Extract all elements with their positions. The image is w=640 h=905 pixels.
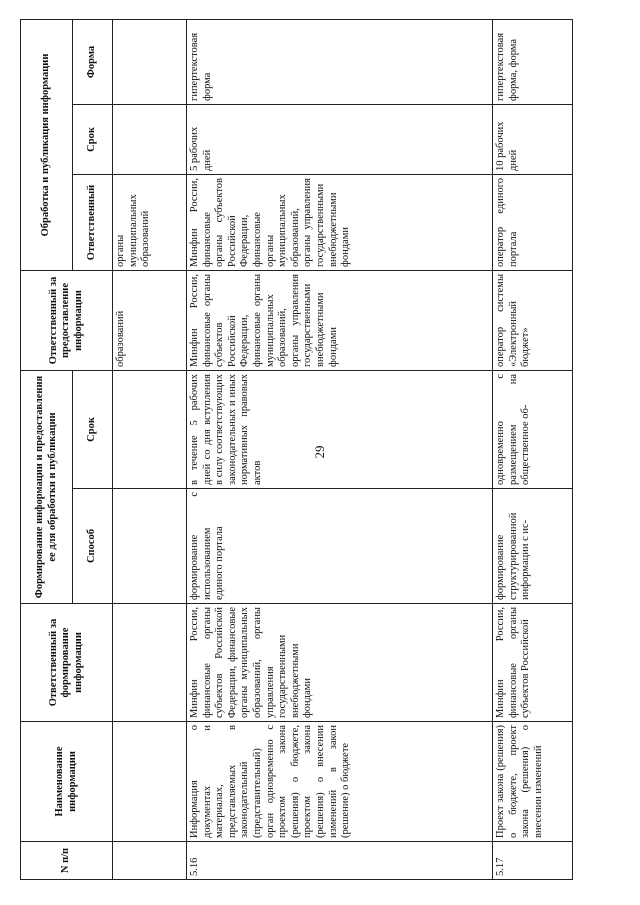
cell-term: одновременно с размещением на общественное об- [493, 370, 573, 488]
header-proc-group: Обработка и публикация информации [21, 19, 73, 270]
header-proc-term: Срок [73, 104, 113, 174]
information-table [20, 19, 573, 880]
cell-num: 5.17 [493, 842, 573, 880]
cell-proc-form: гипертекстовая форма [187, 19, 493, 104]
header-term: Срок [73, 370, 113, 488]
header-resp-form: Ответственный за формирование информации [21, 604, 113, 722]
cell-proc-resp: органы муниципальных образований [113, 174, 187, 270]
rotated-table-container [20, 20, 620, 880]
page-number: 29 [312, 445, 327, 459]
table-row-continuation [113, 19, 187, 879]
header-num: N п/п [21, 842, 113, 880]
cell-proc-resp: оператор единого портала [493, 174, 573, 270]
cell-proc-resp: Минфин России, финансовые органы субъектов Российской Федерации, финансовые органы муниципальных образований, органы управления государственными внебюджетными фондами [187, 174, 493, 270]
cell-num: 5.16 [187, 842, 493, 880]
cell-provide: образований [113, 270, 187, 370]
cell-proc-term: 10 рабочих дней [493, 104, 573, 174]
cell-resp-form: Минфин России, финансовые органы субъектов Российской [493, 604, 573, 722]
cell-method: формирование с использованием единого портала [187, 489, 493, 604]
cell-method: формирование структурированной информации с ис- [493, 489, 573, 604]
cell-resp-provide: Минфин России, финансовые органы субъектов Российской Федерации, финансовые органы муниципальных образований, органы управления государственными внебюджетными фондами [187, 270, 493, 370]
table-row [493, 19, 573, 879]
header-name: Наименование информации [21, 722, 113, 842]
cell-term: в течение 5 рабочих дней со дня вступления в силу соответствующих законодательных и иных нормативных правовых актов [187, 370, 493, 488]
cell-proc-term: 5 рабочих дней [187, 104, 493, 174]
cell-name: Информация о документах и материалах, представляемых в законодательный (представительный) орган одновременно с проектом закона (решения) о бюджете, проектом закона (решения) о внесении изменений в закон (решение) о бюджете [187, 722, 493, 842]
cell-resp-form: Минфин России, финансовые органы субъектов Российской Федерации, финансовые органы муниципальных образований, органы управления государственными внебюджетными фондами [187, 604, 493, 722]
header-method: Способ [73, 489, 113, 604]
cell-name: Проект закона (решения) о бюджете, проект закона (решения) о внесении изменений [493, 722, 573, 842]
header-resp-provide: Ответственный за предоставление информации [21, 270, 113, 370]
cell-proc-form: гипертекстовая форма, форма [493, 19, 573, 104]
header-proc-form: Форма [73, 19, 113, 104]
cell-resp-provide: оператор системы «Электронный бюджет» [493, 270, 573, 370]
header-form-group: Формирование информации и предоставления ее для обработки и публикации [21, 370, 73, 603]
header-proc-resp: Ответственный [73, 174, 113, 270]
table-row [187, 19, 493, 879]
